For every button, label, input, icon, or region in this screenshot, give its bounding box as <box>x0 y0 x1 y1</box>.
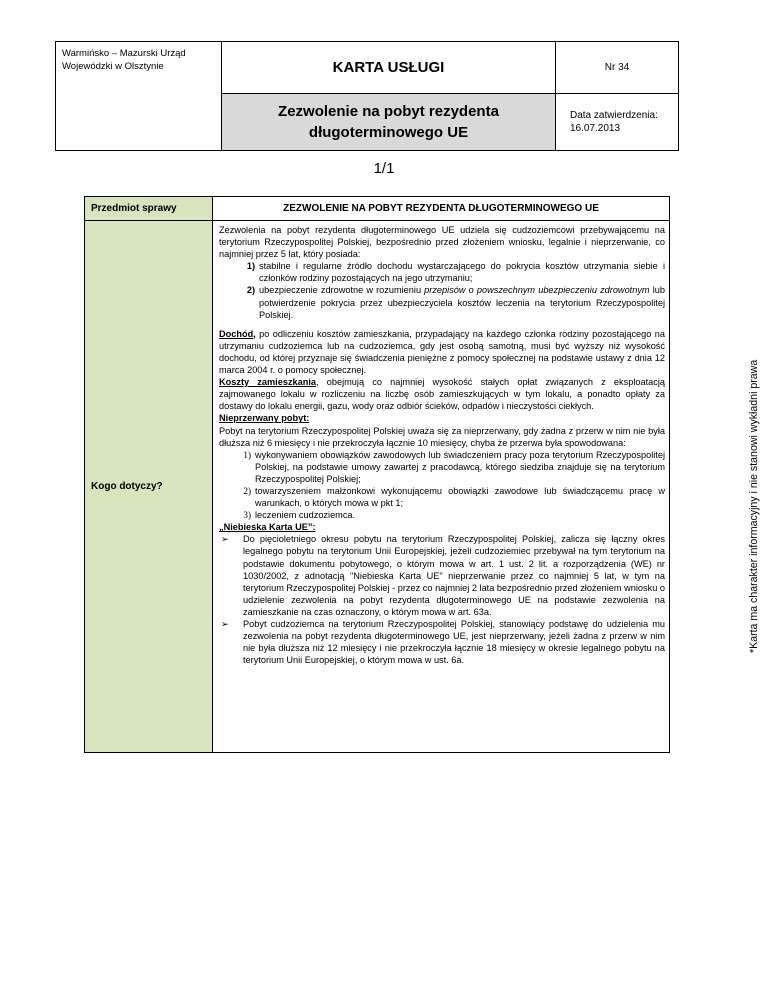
costs-term: Koszty zamieszkania <box>219 377 317 388</box>
list-text: towarzyszeniem małżonkowi wykonującemu obowiązki zawodowe lub świadczącemu pracę w warunkach, o których mowa w pkt 1; <box>255 485 665 509</box>
list-text: Pobyt cudzoziemca na terytorium Rzeczypospolitej Polskiej, stanowiący podstawę do udzielenia mu zezwolenia na pobyt rezydenta długoterminowego UE, jest nieprzerwany, jeżeli żadna z przerw w nim nie była dłuższa niż 12 miesięcy i nie przekroczyła łącznie 18 miesięcy w okresie legalnego pobytu na terytorium Unii Europejskiej, o którym mowa w ust. 6a. <box>243 619 665 666</box>
list-number: 3) <box>243 510 251 521</box>
card-number: Nr 34 <box>556 42 679 94</box>
list-number: 2) <box>246 285 255 296</box>
service-title-line1: Zezwolenie na pobyt rezydenta <box>278 103 499 120</box>
list-item <box>227 449 665 485</box>
continuous-stay-heading: Nieprzerwany pobyt: <box>219 413 310 424</box>
list-item <box>219 618 665 666</box>
list-item <box>219 533 665 618</box>
approval-date: 16.07.2013 <box>570 123 621 134</box>
list-text: Do pięcioletniego okresu pobytu na terytorium Rzeczypospolitej Polskiej, zalicza się łączny okres legalnego pobytu na terytorium Unii Europejskiej, jeżeli cudzoziemiec przebywał na tym terytorium na podstawie dokumentu pobytowego, o którym mowa w art. 1 ust. 2 lit. a rozporządzenia (WE) nr 1030/2002, z adnotacją "Niebieska Karta UE" nieprzerwanie przez co najmniej 5 lat, w tym na terytorium Rzeczypospolitej Polskiej - przez co najmniej 2 lata bezpośrednio przed złożeniem wniosku o udzielenie zezwolenia na pobyt rezydenta długoterminowego UE na podstawie zezwolenia na zamieszkanie na czas oznaczony, o którym mowa w art. 63a. <box>243 534 665 617</box>
list-text: stabilne i regularne źródło dochodu wystarczającego do pokrycia kosztów utrzymania siebie i członków rodziny pozostających na jego utrzymaniu; <box>259 261 665 284</box>
arrow-bullet-icon: ➢ <box>221 534 229 545</box>
list-number: 2) <box>243 485 251 496</box>
office-name <box>56 42 222 151</box>
service-title <box>222 94 556 151</box>
content-table <box>84 196 670 753</box>
list-item <box>227 485 665 509</box>
page-number: 1/1 <box>373 160 395 177</box>
continuous-stay-paragraph: Pobyt na terytorium Rzeczypospolitej Polskiej uważa się za nieprzerwany, gdy żadna z przerw w nim nie była dłuższa niż 6 miesięcy i nie przekroczyła łącznie 10 miesięcy, chyba że przerwa była spowodowana: <box>219 425 665 448</box>
costs-paragraph: Koszty zamieszkania, obejmują co najmniej wysokość stałych opłat związanych z eksploatacją zajmowanego lokalu w rozliczeniu na liczbę osób zamieszkujących w tym lokalu, a ponadto opłaty za dostawy do lokalu energii, gazu, wody oraz odbiór ścieków, odpadów i nieczystości ciekłych. <box>219 377 665 412</box>
subject-label: Przedmiot sprawy <box>85 197 213 221</box>
interruptions-list <box>219 449 665 522</box>
intro-paragraph: Zezwolenia na pobyt rezydenta długoterminowego UE udziela się cudzoziemcowi przebywającemu na terytorium Rzeczypospolitej Polskiej, bezpośrednio przed złożeniem wniosku, legalnie i nieprzerwanie, co najmniej przez 5 lat, który posiada: <box>219 225 665 260</box>
income-term: Dochód, <box>219 328 256 339</box>
list-item <box>231 260 665 284</box>
list-text: leczeniem cudzoziemca. <box>255 510 356 521</box>
office-name-line1: Warmińsko – Mazurski Urząd <box>62 48 186 59</box>
list-number: 1) <box>246 261 255 272</box>
list-item <box>231 284 665 320</box>
service-title-line2: długoterminowego UE <box>308 124 469 141</box>
office-name-line2: Wojewódzki w Olsztynie <box>62 61 164 72</box>
list-item <box>227 509 665 521</box>
approval-label: Data zatwierdzenia: <box>570 110 658 121</box>
who-content <box>213 221 670 753</box>
list-number: 1) <box>243 449 251 460</box>
conditions-list <box>219 260 665 320</box>
approval-date-cell <box>556 94 679 151</box>
income-paragraph: Dochód, po odliczeniu kosztów zamieszkania, przypadający na każdego członka rodziny pozostającego na utrzymaniu cudzoziemca lub na cudzoziemca, gdy jest osobą samotną, musi być wyższy niż wysokość dochodu, od której przyznaje się świadczenia pieniężne z pomocy społecznej na podstawie ustawy z dnia 12 marca 2004 r. o pomocy społecznej. <box>219 328 665 376</box>
who-label: Kogo dotyczy? <box>85 221 213 753</box>
list-text: wykonywaniem obowiązków zawodowych lub świadczeniem pracy poza terytorium Rzeczypospolitej Polskiej, na podstawie umowy zawartej z pracodawcą, którego siedziba znajduje się na terytorium Rzeczypospolitej Polskiej; <box>255 449 665 484</box>
subject-value: ZEZWOLENIE NA POBYT REZYDENTA DŁUGOTERMINOWEGO UE <box>213 197 670 221</box>
list-text: ubezpieczenie zdrowotne w rozumieniu przepisów o powszechnym ubezpieczeniu zdrowotnym lub potwierdzenie pokrycia przez ubezpieczyciela kosztów leczenia na terytorium Rzeczypospolitej Polskiej. <box>259 285 665 320</box>
side-disclaimer-text: *Karta ma charakter informacyjny i nie stanowi wykładni prawa <box>748 359 760 653</box>
header-table <box>55 41 679 151</box>
card-title: KARTA USŁUGI <box>222 42 556 94</box>
blue-card-heading: „Niebieska Karta UE”: <box>219 522 316 533</box>
arrow-bullet-icon: ➢ <box>221 619 229 629</box>
